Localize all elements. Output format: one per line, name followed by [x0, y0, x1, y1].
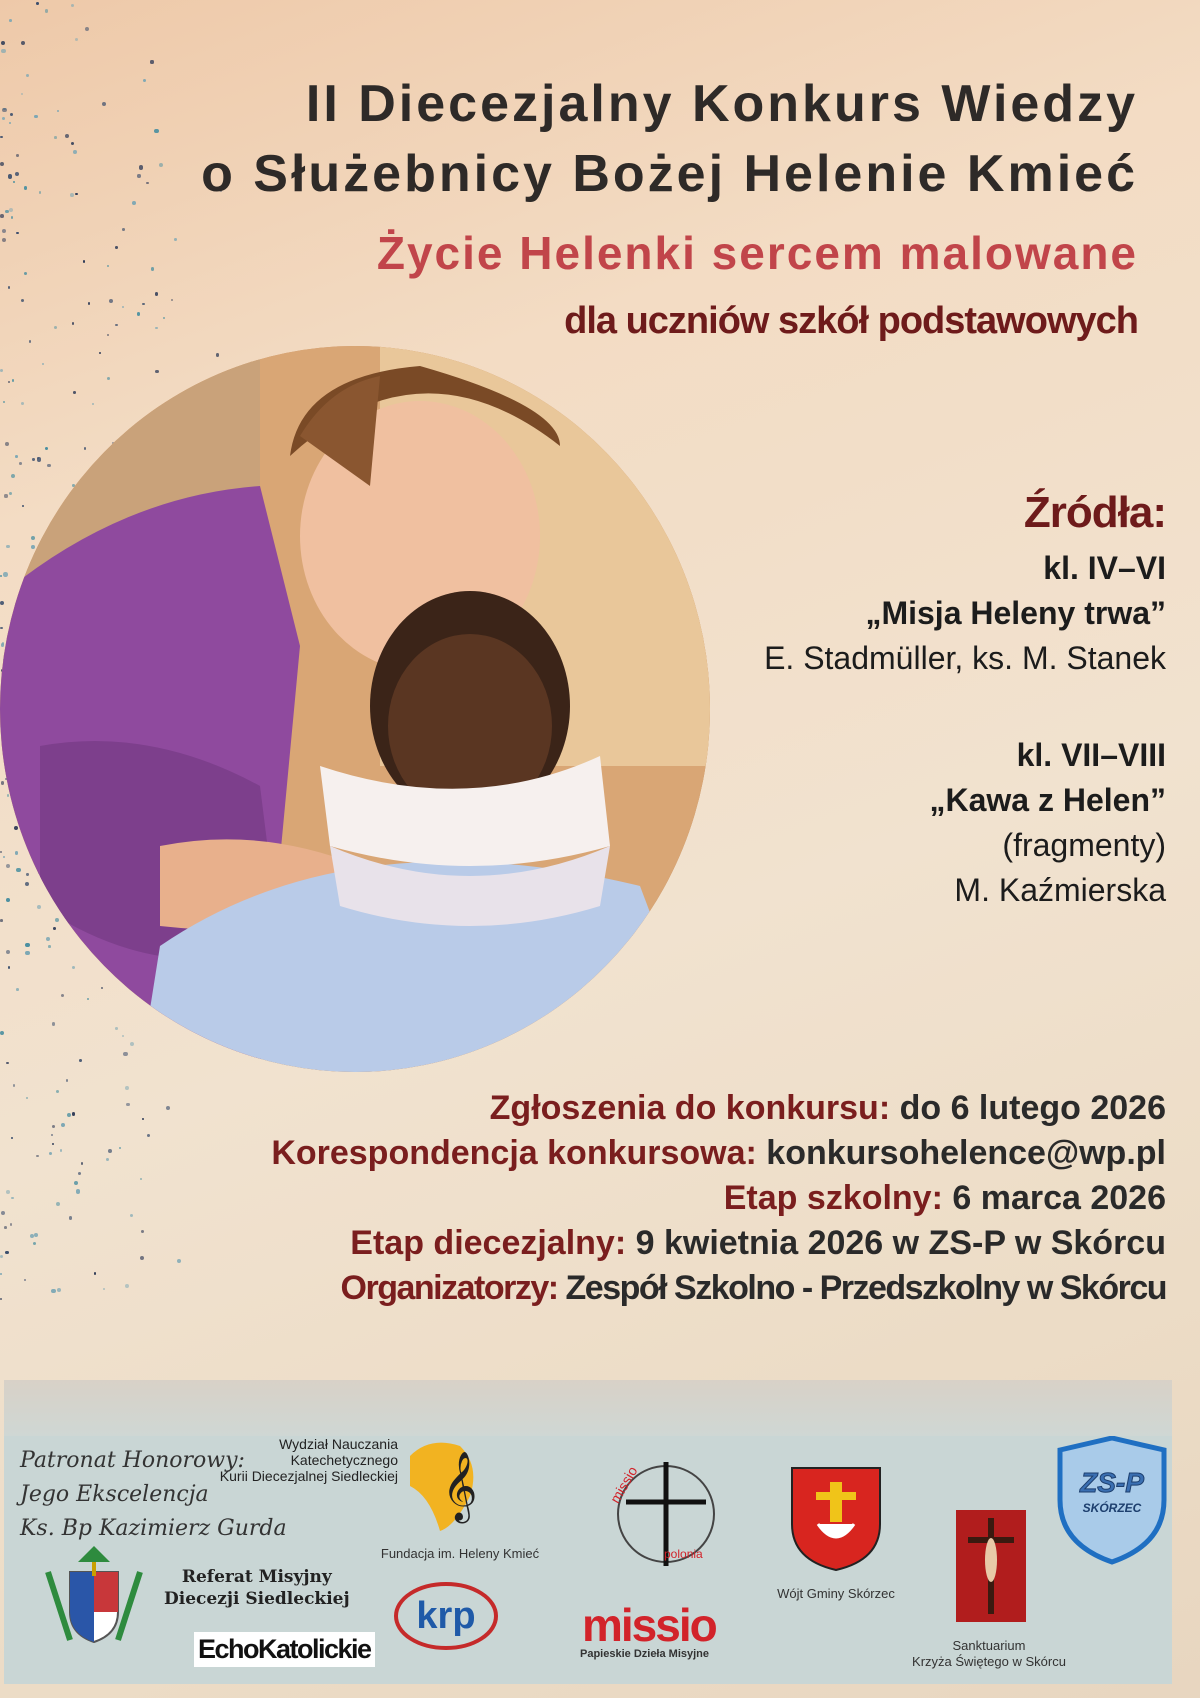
wydzial-line2: Katechetycznego — [290, 1452, 398, 1468]
speckle-dot — [52, 1125, 55, 1128]
speckle-dot — [75, 38, 78, 41]
speckle-dot — [8, 174, 12, 178]
missio-polonia-bottom: polonia — [664, 1547, 703, 1561]
speckle-dot — [132, 201, 136, 205]
speckle-dot — [65, 134, 69, 138]
speckle-dot — [126, 1103, 129, 1106]
sources-section — [764, 488, 1166, 913]
speckle-dot — [85, 27, 89, 31]
book-authors-1: E. Stadmüller, ks. M. Stanek — [764, 640, 1166, 676]
speckle-dot — [51, 1289, 55, 1293]
speckle-dot — [106, 1158, 109, 1161]
speckle-dot — [29, 340, 32, 343]
speckle-dot — [71, 142, 74, 145]
speckle-dot — [11, 474, 15, 478]
grade-range-1: kl. IV–VI — [1043, 550, 1166, 586]
speckle-dot — [26, 1097, 28, 1099]
speckle-dot — [72, 966, 75, 969]
speckle-dot — [115, 1027, 118, 1030]
speckle-dot — [146, 182, 149, 185]
poster-title-line2: o Służebnicy Bożej Helenie Kmieć — [201, 145, 1138, 203]
speckle-dot — [11, 1137, 13, 1139]
speckle-dot — [107, 265, 109, 267]
speckle-dot — [155, 292, 159, 296]
speckle-dot — [10, 113, 13, 116]
speckle-dot — [14, 826, 18, 830]
speckle-dot — [9, 122, 11, 124]
svg-text:𝄞: 𝄞 — [442, 1451, 478, 1521]
speckle-dot — [0, 1273, 2, 1275]
speckle-dot — [16, 868, 20, 872]
info-row-correspondence — [271, 1131, 1166, 1176]
speckle-dot — [26, 74, 29, 77]
speckle-dot — [159, 163, 163, 167]
speckle-dot — [24, 1279, 26, 1281]
speckle-dot — [67, 1113, 71, 1117]
audience-text: dla uczniów szkół podstawowych — [564, 300, 1138, 342]
speckle-dot — [107, 334, 109, 336]
speckle-dot — [72, 1112, 75, 1115]
krp-text: krp — [416, 1595, 476, 1637]
speckle-dot — [21, 93, 23, 95]
speckle-dot — [55, 918, 59, 922]
speckle-dot — [115, 324, 118, 327]
speckle-dot — [21, 402, 24, 405]
speckle-dot — [8, 966, 11, 969]
speckle-dot — [15, 455, 18, 458]
speckle-dot — [101, 987, 103, 989]
zsp-subtext: SKÓRZEC — [1082, 1501, 1142, 1515]
speckle-dot — [36, 1155, 39, 1158]
speckle-dot — [37, 457, 41, 461]
speckle-dot — [6, 864, 10, 868]
speckle-dot — [24, 186, 27, 189]
info-label: Organizatorzy: — [340, 1269, 558, 1307]
speckle-dot — [94, 1272, 97, 1275]
speckle-dot — [78, 1172, 81, 1175]
sources-heading: Źródła: — [1023, 488, 1166, 537]
speckle-dot — [2, 117, 5, 120]
book-title-2: „Kawa z Helen” — [929, 782, 1166, 818]
speckle-dot — [25, 882, 29, 886]
poster-title-line1: II Diecezjalny Konkurs Wiedzy — [305, 75, 1138, 133]
speckle-dot — [6, 545, 9, 548]
speckle-dot — [75, 193, 78, 196]
poster-subtitle: Życie Helenki sercem malowane — [376, 227, 1138, 279]
speckle-dot — [56, 1202, 60, 1206]
speckle-dot — [154, 129, 158, 133]
crucifix-icon — [956, 1510, 1026, 1622]
speckle-dot — [4, 1226, 7, 1229]
speckle-dot — [2, 108, 6, 112]
patron-line3: Ks. Bp Kazimierz Gurda — [20, 1516, 287, 1541]
speckle-dot — [174, 238, 177, 241]
speckle-dot — [73, 150, 77, 154]
speckle-dot — [150, 60, 153, 63]
info-label: Korespondencja konkursowa: — [271, 1134, 757, 1172]
speckle-dot — [71, 4, 74, 7]
speckle-dot — [122, 228, 125, 231]
speckle-dot — [0, 136, 2, 138]
speckle-dot — [76, 1189, 80, 1193]
speckle-dot — [142, 303, 145, 306]
speckle-dot — [32, 458, 34, 460]
referat-misyjny-caption — [164, 1566, 350, 1610]
speckle-dot — [69, 1216, 72, 1219]
missio-subtitle: Papieskie Dzieła Misyjne — [580, 1648, 710, 1660]
speckle-dot — [155, 370, 159, 374]
speckle-dot — [151, 267, 155, 271]
speckle-dot — [137, 312, 141, 316]
bishop-coat-of-arms-icon — [40, 1542, 148, 1654]
speckle-dot — [31, 536, 35, 540]
speckle-dot — [73, 391, 76, 394]
speckle-dot — [3, 401, 5, 403]
zsp-school-shield-icon — [1054, 1436, 1170, 1566]
speckle-dot — [103, 1288, 105, 1290]
speckle-dot — [166, 1106, 170, 1110]
speckle-dot — [122, 306, 124, 308]
info-label: Zgłoszenia do konkursu: — [489, 1089, 891, 1127]
patron-line2: Jego Ekscelencja — [20, 1482, 209, 1507]
speckle-dot — [1, 643, 4, 646]
speckle-dot — [16, 988, 19, 991]
speckle-dot — [2, 229, 6, 233]
info-value: Zespół Szkolno - Przedszkolny w Skórcu — [557, 1269, 1166, 1307]
missio-polonia-logo-icon — [604, 1456, 728, 1568]
speckle-dot — [139, 165, 143, 169]
speckle-dot — [6, 898, 10, 902]
speckle-dot — [22, 505, 25, 508]
book-author-2: M. Kaźmierska — [954, 872, 1166, 908]
speckle-dot — [8, 381, 10, 383]
speckle-dot — [130, 1042, 134, 1046]
speckle-dot — [140, 1178, 142, 1180]
speckle-dot — [24, 272, 27, 275]
speckle-dot — [107, 377, 110, 380]
speckle-dot — [42, 363, 45, 366]
speckle-dot — [216, 353, 219, 356]
speckle-dot — [141, 1230, 144, 1233]
speckle-dot — [147, 1134, 150, 1137]
speckle-dot — [11, 216, 13, 218]
info-label: Etap szkolny: — [723, 1179, 943, 1217]
missio-logo: missio — [582, 1599, 716, 1651]
referat-line2: Diecezji Siedleckiej — [164, 1589, 350, 1609]
wydzial-caption — [184, 1436, 398, 1484]
speckle-dot — [1, 49, 5, 53]
speckle-dot — [177, 1259, 181, 1263]
speckle-dot — [0, 627, 2, 629]
speckle-dot — [123, 1052, 127, 1056]
speckle-dot — [122, 1035, 124, 1037]
speckle-dot — [39, 191, 41, 193]
speckle-dot — [16, 232, 19, 235]
speckle-dot — [45, 9, 48, 12]
speckle-dot — [5, 1251, 8, 1254]
speckle-dot — [7, 794, 10, 797]
speckle-dot — [0, 1298, 2, 1300]
speckle-dot — [21, 41, 25, 45]
speckle-dot — [102, 102, 106, 106]
speckle-dot — [1, 781, 5, 785]
speckle-dot — [47, 464, 51, 468]
speckle-dot — [25, 943, 29, 947]
speckle-dot — [34, 115, 37, 118]
speckle-dot — [74, 1181, 78, 1185]
wydzial-line1: Wydział Nauczania — [279, 1436, 398, 1452]
speckle-dot — [142, 1118, 144, 1120]
speckle-dot — [137, 174, 140, 177]
speckle-dot — [0, 919, 3, 922]
info-value: do 6 lutego 2026 — [890, 1089, 1166, 1127]
speckle-dot — [48, 945, 51, 948]
logos-band-top — [4, 1380, 1172, 1436]
speckle-dot — [34, 1233, 38, 1237]
book-note-2: (fragmenty) — [1002, 827, 1166, 863]
speckle-dot — [51, 1134, 53, 1136]
speckle-dot — [6, 950, 10, 954]
speckle-dot — [31, 545, 35, 549]
speckle-dot — [26, 873, 28, 875]
speckle-dot — [130, 1214, 133, 1217]
speckle-dot — [13, 181, 15, 183]
speckle-dot — [54, 326, 57, 329]
speckle-dot — [15, 172, 19, 176]
speckle-dot — [87, 998, 89, 1000]
contest-info — [271, 1086, 1166, 1311]
grade-range-2: kl. VII–VIII — [1016, 737, 1166, 773]
speckle-dot — [37, 905, 41, 909]
speckle-dot — [54, 136, 57, 139]
zsp-text: ZS-P — [1080, 1467, 1144, 1498]
patron-line1: Patronat Honorowy: — [20, 1448, 245, 1473]
speckle-dot — [61, 1123, 65, 1127]
speckle-dot — [88, 302, 91, 305]
speckle-dot — [83, 260, 86, 263]
speckle-dot — [0, 1031, 4, 1035]
missio-polonia-top: missio — [606, 1463, 641, 1506]
speckle-dot — [3, 856, 5, 858]
speckle-dot — [52, 1022, 56, 1026]
speckle-dot — [115, 246, 118, 249]
speckle-dot — [140, 1256, 144, 1260]
fundacja-africa-note-icon — [400, 1436, 490, 1536]
speckle-dot — [9, 208, 13, 212]
book-title-1: „Misja Heleny trwa” — [865, 595, 1166, 631]
sanktuarium-line2: Krzyża Świętego w Skórcu — [912, 1654, 1066, 1669]
referat-line1: Referat Misyjny — [181, 1567, 332, 1587]
info-row-organizers — [271, 1266, 1166, 1311]
speckle-dot — [66, 1079, 68, 1081]
speckle-dot — [36, 2, 39, 5]
contact-email[interactable]: konkursohelence@wp.pl — [756, 1134, 1166, 1172]
speckle-dot — [5, 442, 9, 446]
speckle-dot — [12, 379, 14, 381]
sponsor-logos-band — [4, 1380, 1172, 1684]
speckle-dot — [109, 299, 113, 303]
speckle-dot — [61, 994, 64, 997]
speckle-dot — [3, 572, 7, 576]
speckle-dot — [171, 299, 173, 301]
speckle-dot — [10, 1223, 13, 1226]
speckle-dot — [0, 162, 4, 166]
speckle-dot — [125, 1284, 129, 1288]
speckle-dot — [6, 1190, 10, 1194]
photo-helena-with-child — [0, 346, 710, 1072]
speckle-dot — [92, 403, 94, 405]
gmina-coat-of-arms-icon — [788, 1464, 884, 1574]
speckle-dot — [11, 1197, 13, 1199]
speckle-dot — [70, 193, 74, 197]
info-label: Etap diecezjalny: — [350, 1224, 627, 1262]
info-row-diocesan-stage — [271, 1221, 1166, 1266]
speckle-dot — [4, 494, 7, 497]
speckle-dot — [143, 79, 146, 82]
speckle-dot — [53, 927, 56, 930]
krp-logo-icon — [390, 1580, 502, 1652]
speckle-dot — [57, 1288, 61, 1292]
speckle-dot — [84, 447, 87, 450]
info-value: 6 marca 2026 — [942, 1179, 1166, 1217]
speckle-dot — [1, 41, 5, 45]
speckle-dot — [119, 1147, 121, 1149]
speckle-dot — [0, 575, 2, 577]
speckle-dot — [25, 951, 29, 955]
speckle-dot — [99, 352, 101, 354]
speckle-dot — [0, 601, 4, 605]
info-row-school-stage — [271, 1176, 1166, 1221]
speckle-dot — [72, 322, 74, 324]
speckle-dot — [0, 1255, 3, 1258]
speckle-dot — [15, 851, 19, 855]
speckle-dot — [6, 1062, 9, 1065]
sanktuarium-caption — [884, 1638, 1094, 1670]
wojt-caption: Wójt Gminy Skórzec — [777, 1586, 895, 1601]
speckle-dot — [57, 110, 59, 112]
speckle-dot — [0, 369, 3, 372]
speckle-dot — [45, 447, 48, 450]
speckle-dot — [108, 1149, 112, 1153]
info-row-registration — [271, 1086, 1166, 1131]
speckle-dot — [2, 238, 6, 242]
speckle-dot — [60, 1149, 63, 1152]
speckle-dot — [1, 1211, 5, 1215]
speckle-dot — [33, 1242, 36, 1245]
speckle-dot — [0, 851, 2, 853]
speckle-dot — [81, 1162, 83, 1164]
speckle-dot — [9, 19, 12, 22]
speckle-dot — [9, 492, 12, 495]
speckle-dot — [163, 317, 165, 319]
speckle-dot — [46, 937, 50, 941]
echo-katolickie-logo: EchoKatolickie — [194, 1632, 375, 1667]
speckle-dot — [79, 1059, 82, 1062]
speckle-dot — [13, 1084, 15, 1086]
speckle-dot — [0, 214, 4, 218]
speckle-dot — [19, 462, 22, 465]
speckle-dot — [8, 286, 11, 289]
speckle-dot — [16, 154, 19, 157]
speckle-dot — [21, 299, 24, 302]
speckle-dot — [125, 1086, 129, 1090]
speckle-dot — [56, 1090, 59, 1093]
info-value: 9 kwietnia 2026 w ZS-P w Skórcu — [626, 1224, 1166, 1262]
speckle-dot — [49, 1152, 52, 1155]
sanktuarium-line1: Sanktuarium — [952, 1638, 1026, 1653]
fundacja-caption: Fundacja im. Heleny Kmieć — [380, 1546, 540, 1561]
wydzial-line3: Kurii Diecezjalnej Siedleckiej — [219, 1468, 398, 1484]
speckle-dot — [52, 1143, 54, 1145]
speckle-dot — [155, 327, 158, 330]
